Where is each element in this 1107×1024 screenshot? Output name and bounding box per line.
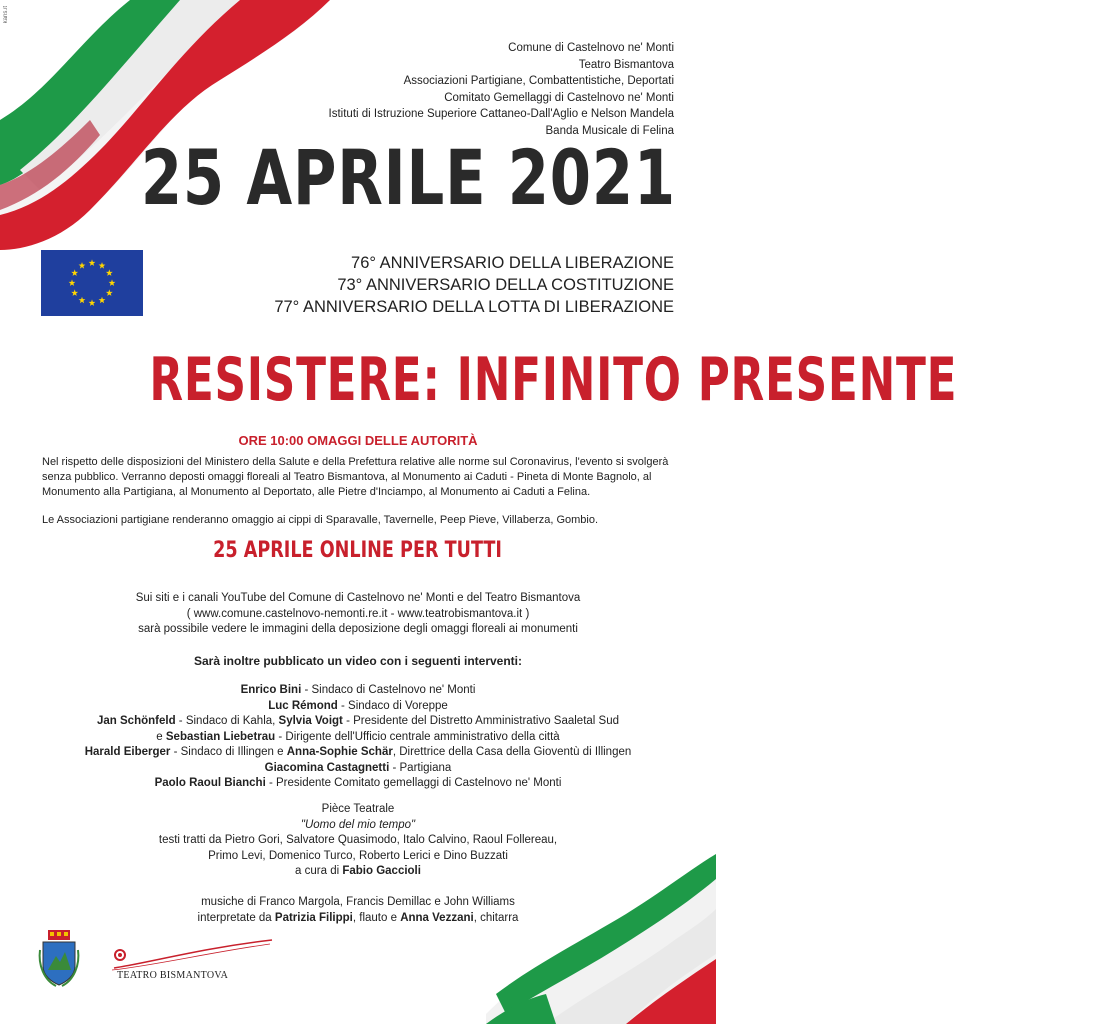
speaker-name: Sebastian Liebetrau xyxy=(165,730,276,743)
coat-of-arms-icon xyxy=(38,930,80,988)
speaker-role: - Sindaco di Castelnovo ne' Monti xyxy=(301,684,476,696)
organizer-line: Banda Musicale di Felina xyxy=(545,124,674,137)
speaker-line xyxy=(0,699,716,715)
speaker-line xyxy=(0,776,716,792)
anniversary-line: 76° ANNIVERSARIO DELLA LIBERAZIONE xyxy=(351,254,674,272)
online-line: ( www.comune.castelnovo-nemonti.re.it - www.teatrobismantova.it ) xyxy=(186,607,530,620)
organizer-line: Associazioni Partigiane, Combattentistiche, Deportati xyxy=(403,75,674,87)
piece-title: "Uomo del mio tempo" xyxy=(300,818,416,831)
speaker-line xyxy=(0,683,716,699)
speaker-name: Paolo Raoul Bianchi xyxy=(154,777,266,789)
piece-label: Pièce Teatrale xyxy=(321,803,395,815)
performer-role: , flauto e xyxy=(352,911,401,924)
speaker-role: - Sindaco di Voreppe xyxy=(337,699,448,712)
ceremony-text: Nel rispetto delle disposizioni del Ministero della Salute e della Prefettura relative alle norme sul Coronavirus, l'evento si svolgerà senza pubblico. Verranno deposti omaggi floreali al Teatro Bismantova, al Monumento ai Caduti - Pineta di Monte Bagnolo, al Monumento alla Partigiana, al Monumento al Deportato, alle Pietre d'Inciampo, al Monumento ai Caduti a Felina. xyxy=(42,456,669,498)
speaker-line xyxy=(0,745,716,761)
curated-prefix: a cura di xyxy=(295,865,343,877)
anniversary-line: 77° ANNIVERSARIO DELLA LOTTA DI LIBERAZIONE xyxy=(274,298,674,316)
main-headline: RESISTERE: INFINITO PRESENTE xyxy=(149,345,958,415)
speaker-role: - Sindaco di Kahla, xyxy=(175,715,279,727)
speaker-name: Giacomina Castagnetti xyxy=(264,761,390,774)
speaker-role: - Partigiana xyxy=(389,761,452,774)
teatro-logo-text: TEATRO BISMANTOVA xyxy=(117,970,229,981)
speakers-list xyxy=(0,683,716,792)
italian-flag-ribbon-bottom xyxy=(486,854,716,1024)
speaker-line xyxy=(0,761,716,777)
speaker-role: - Sindaco di Illingen e xyxy=(170,746,287,758)
speaker-name: Enrico Bini xyxy=(240,684,302,696)
speaker-name: Anna-Sophie Schär xyxy=(286,746,393,758)
speaker-role: - Presidente Comitato gemellaggi di Castelnovo ne' Monti xyxy=(265,777,562,789)
event-date: 25 APRILE 2021 xyxy=(141,133,676,222)
speaker-role: - Dirigente dell'Ufficio centrale amministrativo della città xyxy=(275,730,560,743)
video-intro: Sarà inoltre pubblicato un video con i seguenti interventi: xyxy=(193,654,523,668)
performer-name: Patrizia Filippi xyxy=(274,911,353,924)
anniversaries xyxy=(274,252,674,318)
designer-credit: karis.it xyxy=(3,6,9,24)
speaker-name: Harald Eiberger xyxy=(84,746,171,758)
online-line: sarà possibile vedere le immagini della deposizione degli omaggi floreali ai monumenti xyxy=(138,623,578,635)
ceremony-title: ORE 10:00 OMAGGI DELLE AUTORITÀ xyxy=(238,433,478,448)
speaker-role: - Presidente del Distretto Amministrativo Saaletal Sud xyxy=(342,715,619,727)
organizer-line: Comitato Gemellaggi di Castelnovo ne' Monti xyxy=(444,91,674,104)
anniversary-line: 73° ANNIVERSARIO DELLA COSTITUZIONE xyxy=(337,276,674,294)
associations-text: Le Associazioni partigiane renderanno omaggio ai cippi di Sparavalle, Tavernelle, Peep Pieve, Villaberza, Gombio. xyxy=(42,514,599,526)
performer-role: , chitarra xyxy=(473,911,519,924)
speaker-name: Jan Schönfeld xyxy=(97,715,176,727)
performer-name: Anna Vezzani xyxy=(400,911,474,924)
piece-texts: testi tratti da Pietro Gori, Salvatore Quasimodo, Italo Calvino, Raoul Follereau, xyxy=(158,834,558,846)
speaker-role: , Direttrice della Casa della Gioventù di Illingen xyxy=(392,746,632,758)
piece-texts: Primo Levi, Domenico Turco, Roberto Lerici e Dino Buzzati xyxy=(208,849,508,862)
speaker-role: e xyxy=(156,730,166,743)
online-title-wrap xyxy=(0,540,716,562)
organizers-list xyxy=(329,40,674,139)
organizer-line: Istituti di Istruzione Superiore Cattaneo-Dall'Aglio e Nelson Mandela xyxy=(328,108,674,120)
main-headline-wrap xyxy=(0,345,958,415)
speaker-line xyxy=(0,730,716,746)
online-title: 25 APRILE ONLINE PER TUTTI xyxy=(213,538,503,563)
speaker-line xyxy=(0,714,716,730)
speaker-name: Luc Rémond xyxy=(268,699,338,712)
eu-flag-icon xyxy=(41,250,143,316)
organizer-line: Comune di Castelnovo ne' Monti xyxy=(508,42,674,54)
organizer-line: Teatro Bismantova xyxy=(578,58,674,71)
music-line: musiche di Franco Margola, Francis Demillac e John Williams xyxy=(201,896,515,908)
online-line: Sui siti e i canali YouTube del Comune di Castelnovo ne' Monti e del Teatro Bismantova xyxy=(135,592,581,604)
online-info xyxy=(0,591,716,638)
speaker-name: Sylvia Voigt xyxy=(278,715,343,727)
performers-prefix: interpretate da xyxy=(197,911,275,924)
curator-name: Fabio Gaccioli xyxy=(342,865,421,877)
